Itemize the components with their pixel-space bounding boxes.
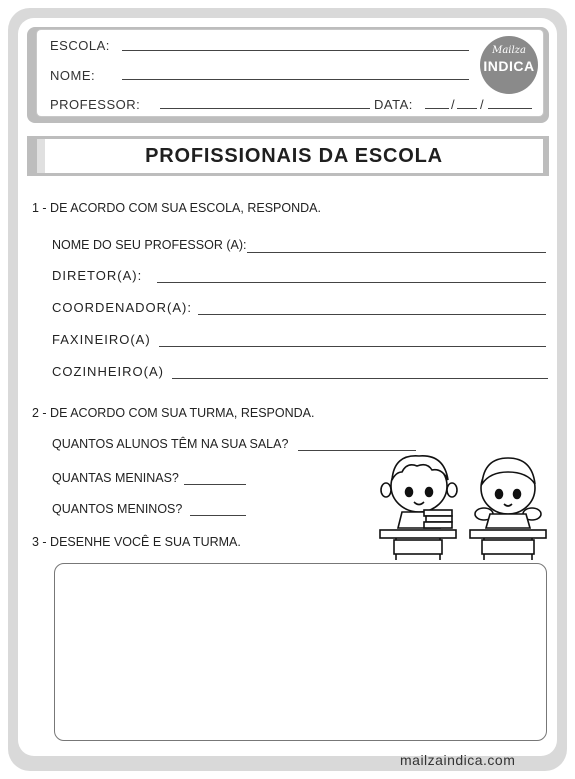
boys-count-line[interactable]: [190, 515, 246, 516]
cook-line[interactable]: [172, 378, 548, 379]
students-count-label: QUANTOS ALUNOS TÊM NA SUA SALA?: [52, 437, 289, 451]
teacher-label: PROFESSOR:: [50, 97, 141, 112]
school-field[interactable]: [122, 50, 469, 51]
boys-count-label: QUANTOS MENINOS?: [52, 502, 183, 516]
book-stack-icon: [424, 510, 452, 528]
date-month-field[interactable]: [457, 108, 477, 109]
section3-heading: 3 - DESENHE VOCÊ E SUA TURMA.: [32, 535, 241, 549]
logo-line2: INDICA: [483, 58, 535, 74]
title-inner: [37, 139, 543, 173]
coordinator-label: COORDENADOR(A):: [52, 300, 192, 315]
cleaner-line[interactable]: [159, 346, 546, 347]
students-illustration: [372, 450, 552, 566]
date-label: DATA:: [374, 97, 413, 112]
name-label: NOME:: [50, 68, 96, 83]
girls-count-line[interactable]: [184, 484, 246, 485]
footer-url: mailzaindica.com: [400, 752, 516, 768]
brand-logo: [480, 36, 538, 94]
coordinator-line[interactable]: [198, 314, 546, 315]
teacher-name-line[interactable]: [247, 252, 546, 253]
name-field[interactable]: [122, 79, 469, 80]
cleaner-label: FAXINEIRO(A): [52, 332, 151, 347]
teacher-name-label: NOME DO SEU PROFESSOR (A):: [52, 238, 247, 252]
director-label: DIRETOR(A):: [52, 268, 143, 283]
boy-student-icon: [380, 456, 457, 560]
drawing-area[interactable]: [54, 563, 547, 741]
girl-student-icon: [470, 458, 546, 560]
date-day-field[interactable]: [425, 108, 449, 109]
cook-label: COZINHEIRO(A): [52, 364, 164, 379]
school-label: ESCOLA:: [50, 38, 110, 53]
girls-count-label: QUANTAS MENINAS?: [52, 471, 179, 485]
logo-line1: Mailza: [492, 45, 526, 56]
teacher-field[interactable]: [160, 108, 370, 109]
date-year-field[interactable]: [488, 108, 532, 109]
section2-heading: 2 - DE ACORDO COM SUA TURMA, RESPONDA.: [32, 406, 315, 420]
director-line[interactable]: [157, 282, 546, 283]
page-title: PROFISSIONAIS DA ESCOLA: [145, 144, 443, 167]
section1-heading: 1 - DE ACORDO COM SUA ESCOLA, RESPONDA.: [32, 201, 321, 215]
